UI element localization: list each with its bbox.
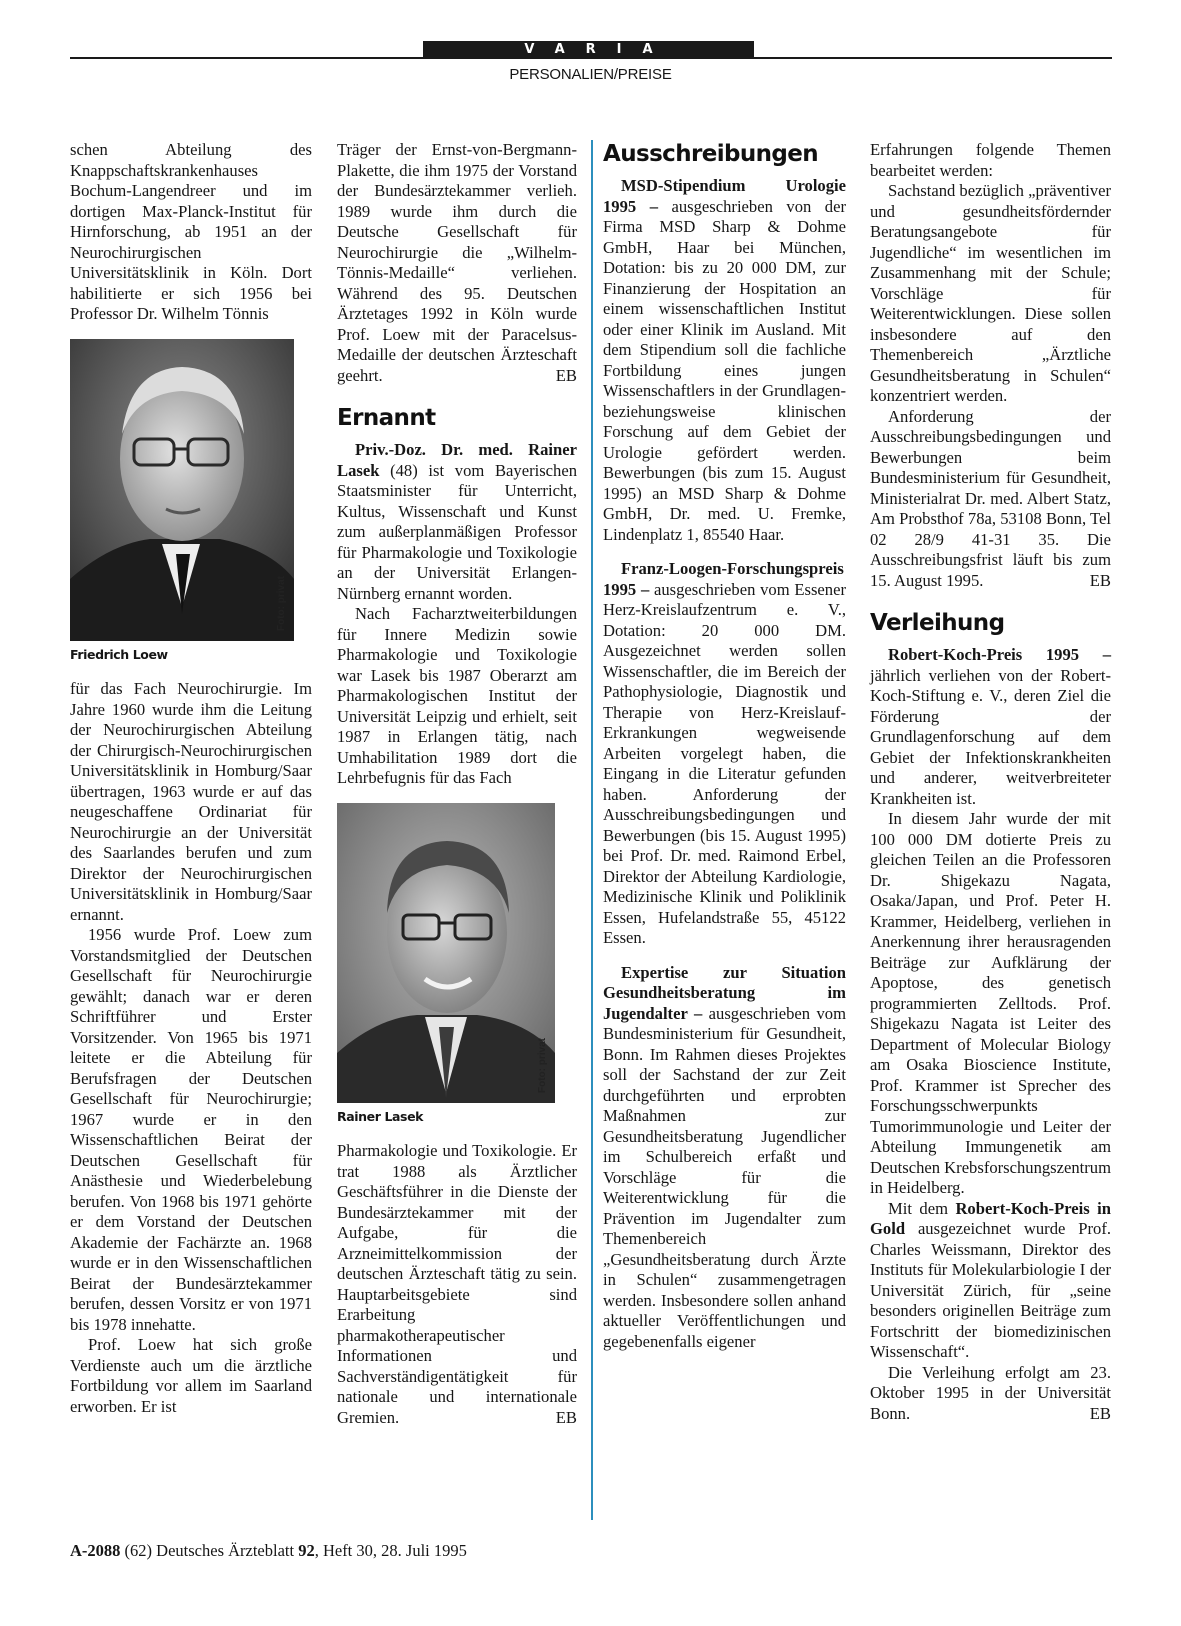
col1-paragraph-1: schen Abteilung des Knappschaftskrankenhauses Bochum-Langendreer und im dortigen Max-Planck-Institut für Hirnforschung, ab 1951 an der Neurochirurgischen Universitätsklinik in Köln. Dort habilitierte er sich 1956 bei Professor Dr. Wilhelm Tönnis <box>70 140 312 323</box>
col2-paragraph-4 <box>337 1141 577 1428</box>
author-signature: EB <box>1089 1403 1111 1423</box>
portrait-caption: Rainer Lasek <box>337 1108 424 1124</box>
header-rule <box>70 57 1112 59</box>
col2-paragraph-1 <box>337 140 577 386</box>
column-divider <box>591 140 593 1520</box>
col3-paragraph-2-lead: Franz-Loogen-Forschungspreis 1995 – <box>603 559 844 599</box>
col4-paragraph-4 <box>870 645 1111 809</box>
journal-issue: , Heft 30, 28. Juli 1995 <box>314 1541 467 1560</box>
col1-paragraph-2: für das Fach Neurochirurgie. Im Jahre 1960 wurde ihm die Leitung der Neurochirurgischen Abteilung der Chirurgisch-Neurochirurgischen Universitätsklinik in Homburg/Saar übertragen, 1963 wurde er auf das neugeschaffene Ordinariat für Neurochirurgie an der Universität des Saarlandes berufen und zum Direktor der Neurochirurgischen Universitätsklinik in Homburg/Saar ernannt. <box>70 679 312 924</box>
col3-paragraph-3-text: ausgeschrieben vom Bundesministerium für Gesundheit, Bonn. Im Rahmen dieses Projektes soll der Sachstand der zur Zeit durchgeführten und erprobten Maßnahmen zur Gesundheitsberatung Jugendlicher im Schulbereich erfaßt und Vorschläge für die Weiterentwicklung für die Prävention im Jugendalter zum Themenbereich „Gesundheitsberatung durch Ärzte in Schulen“ zusammengetragen werden. Insbesondere sollen anhand aktueller Veröffentlichungen und gegebenenfalls eigener <box>603 1003 846 1351</box>
col4-paragraph-3-text: Anforderung der Ausschreibungsbedingungen und Bewerbungen beim Bundesministerium für Gesundheit, Ministerialrat Dr. med. Albert Statz, Am Probsthof 78a, 53108 Bonn, Tel 02 28/9 41-31 35. Die Ausschreibungsfrist läuft bis zum 15. August 1995. <box>870 406 1111 590</box>
portrait-image <box>337 803 555 1103</box>
col4-paragraph-6-pre: Mit dem <box>888 1198 956 1218</box>
col1-paragraph-3: 1956 wurde Prof. Loew zum Vorstandsmitglied der Deutschen Gesellschaft für Neurochirurgie gewählt; danach war er deren Schriftführer und Erster Vorsitzender. Von 1965 bis 1971 leitete er die Abteilung für Berufsfragen der Deutschen Gesellschaft für Neurochirurgie; 1967 wurde er in den Wissenschaftlichen Beirat der Deutschen Gesellschaft für Anästhesie und Wiederbelebung berufen. Von 1968 bis 1971 gehörte er dem Vorstand der Deutschen Akademie der Fachärzte an. 1968 wurde er in den Wissenschaftlichen Beirat der Bundesärztekammer berufen, dessen Vorsitz er von 1971 bis 1978 innehatte. <box>70 925 312 1334</box>
page-number: (62) <box>124 1541 153 1560</box>
portrait-friedrich-loew-figure <box>70 339 312 641</box>
col4-paragraph-7-text: Die Verleihung erfolgt am 23. Oktober 1995 in der Universität Bonn. <box>870 1362 1111 1423</box>
photo-credit: Foto: privat <box>536 1037 548 1093</box>
paragraph-gap <box>603 949 846 963</box>
author-signature: EB <box>555 1407 577 1427</box>
col3-paragraph-1 <box>603 176 846 545</box>
col2-paragraph-4-text: Pharmakologie und Toxikologie. Er trat 1988 als Ärztlicher Geschäftsführer in die Dienste der Bundesärztekammer mit der Aufgabe, für die Arzneimittelkommission der deutschen Ärzteschaft tätig zu sein. Hauptarbeitsgebiete sind Erarbeitung pharmakotherapeutischer Informationen und Sachverständigentätigkeit für nationale und internationale Gremien. <box>337 1141 577 1427</box>
col4-paragraph-4-lead: Robert-Koch-Preis 1995 – <box>888 645 1111 664</box>
col3-paragraph-3-lead: Expertise zur Situation Gesundheitsberatung im Jugendalter – <box>603 962 846 1023</box>
journal-name: Deutsches Ärzteblatt <box>156 1541 295 1560</box>
portrait-caption: Friedrich Loew <box>70 646 168 662</box>
col2-paragraph-2-lead: Priv.-Doz. Dr. med. Rainer Lasek <box>337 440 577 480</box>
col4-paragraph-7 <box>870 1363 1111 1425</box>
col4-paragraph-4-text: jährlich verliehen von der Robert-Koch-Stiftung e. V., deren Ziel die Förderung der Grundlagenforschung auf dem Gebiet der Infektionskrankheiten und anderer, weitverbreiteter Krankheiten ist. <box>870 665 1111 808</box>
col3-paragraph-2-text: ausgeschrieben vom Essener Herz-Kreislaufzentrum e. V., Dotation: 20 000 DM. Ausgezeichnet werden sollen Wissenschaftler, die im Bereich der Pathophysiologie, Diagnostik und Therapie von Herz-Kreislauf-Erkrankungen wegweisende Arbeiten vorgelegt haben, die Eingang in die Literatur gefunden haben. Anforderung der Ausschreibungsbedingungen und Bewerbungen (bis 15. August 1995) bei Prof. Dr. med. Raimond Erbel, Direktor der Abteilung Kardiologie, Medizinische Klinik und Poliklinik Essen, Hufelandstraße 55, 45122 Essen. <box>603 579 846 947</box>
section-heading-ernannt: Ernannt <box>337 405 436 431</box>
col4-paragraph-5: In diesem Jahr wurde der mit 100 000 DM dotierte Preis zu gleichen Teilen an die Professoren Dr. Shigekazu Nagata, Osaka/Japan, und Prof. Peter H. Krammer, Heidelberg, verliehen in Anerkennung ihrer herausragenden Beiträge zur Aufklärung der Apoptose, des genetisch programmierten Zelltods. Prof. Shigekazu Nagata ist Leiter des Department of Molecular Biology am Osaka Bioscience Institute, Prof. Krammer ist Sprecher des Forschungsschwerpunkts Tumorimmunologie und Leiter der Abteilung Immungenetik am Deutschen Krebsforschungszentrum in Heidelberg. <box>870 809 1111 1197</box>
col4-paragraph-1: Erfahrungen folgende Themen bearbeitet werden: <box>870 140 1111 180</box>
col2-paragraph-3: Nach Facharztweiterbildungen für Innere Medizin sowie Pharmakologie und Toxikologie war Lasek bis 1987 Oberarzt am Pharmakologischen Institut der Universität Leipzig und erhielt, seit 1987 in Erlangen tätig, nach Umhabilitation 1989 dort die Lehrbefugnis für das Fach <box>337 604 577 787</box>
page-code: A-2088 <box>70 1541 121 1560</box>
col3-paragraph-2 <box>603 559 846 949</box>
section-subtitle: PERSONALIEN/PREISE <box>509 66 672 83</box>
col4-paragraph-6-text: ausgezeichnet wurde Prof. Charles Weissmann, Direktor des Instituts für Molekularbiologie I der Universität Zürich, für „seine besonders originellen Beiträge zum Fortschritt der biomedizinischen Wissenschaft“. <box>870 1219 1111 1361</box>
portrait-rainer-lasek-figure <box>337 803 579 1103</box>
page-footer <box>70 1541 467 1561</box>
photo-credit: Foto: privat <box>275 575 287 631</box>
journal-volume: 92 <box>298 1541 315 1560</box>
col4-paragraph-2: Sachstand bezüglich „präventiver und gesundheitsfördernder Beratungsangebote für Jugendliche“ im wesentlichen im Zusammenhang mit der Schule; Vorschläge für Weiterentwicklungen. Diese sollen insbesondere auf den Themenbereich „Ärztliche Gesundheitsberatung in Schulen“ konzentriert werden. <box>870 181 1112 405</box>
col3-paragraph-3 <box>603 963 846 1353</box>
paragraph-gap <box>603 545 846 559</box>
portrait-rainer-lasek <box>337 803 555 1103</box>
portrait-image <box>70 339 294 641</box>
col2-paragraph-2 <box>337 440 577 604</box>
author-signature: EB <box>1089 570 1111 590</box>
section-heading-ausschreibungen: Ausschreibungen <box>603 141 819 167</box>
col4-paragraph-3 <box>870 407 1111 592</box>
section-heading-verleihung: Verleihung <box>870 610 1005 636</box>
col2-paragraph-2-text: (48) ist vom Bayerischen Staatsminister für Unterricht, Kultus, Wissenschaft und Kunst zum außerplanmäßigen Professor für Pharmakologie und Toxikologie an der Universität Erlangen-Nürnberg ernannt worden. <box>337 460 577 603</box>
column-1 <box>70 140 312 1417</box>
col3-paragraph-1-lead: MSD-Stipendium Urologie 1995 – <box>603 176 846 216</box>
col4-paragraph-6-lead: Robert-Koch-Preis in Gold <box>870 1198 1111 1238</box>
author-signature: EB <box>555 365 577 385</box>
portrait-friedrich-loew <box>70 339 294 641</box>
col3-paragraph-1-text: ausgeschrieben von der Firma MSD Sharp & Dohme GmbH, Haar bei München, Dotation: bis zu 20 000 DM, zur Finanzierung der Hospitation an einem wissenschaftlichen Institut oder einer Klinik im Ausland. Mit dem Stipendium soll die fachliche Fortbildung eines jungen Wissenschaftlers in der Grundlagen- beziehungsweise klinischen Forschung auf dem Gebiet der Urologie gefördert werden. Bewerbungen (bis zum 15. August 1995) an MSD Sharp & Dohme GmbH, Dr. med. U. Fremke, Lindenplatz 1, 85540 Haar. <box>603 196 846 544</box>
col4-paragraph-6 <box>870 1199 1111 1363</box>
column-4 <box>870 140 1111 1424</box>
column-3 <box>603 140 846 1352</box>
section-banner: VARIA <box>423 41 754 58</box>
col1-paragraph-4: Prof. Loew hat sich große Verdienste auch um die ärztliche Fortbildung vor allem im Saarland erworben. Er ist <box>70 1335 312 1416</box>
col2-paragraph-1-text: Träger der Ernst-von-Bergmann-Plakette, die ihm 1975 der Vorstand der Bundesärztekammer verlieh. 1989 wurde ihm durch die Deutsche Gesellschaft für Neurochirurgie die „Wilhelm-Tönnis-Medaille“ verliehen. Während des 95. Deutschen Ärztetages 1992 in Köln wurde Prof. Loew mit der Paracelsus-Medaille der deutschen Ärzteschaft geehrt. <box>337 140 577 385</box>
column-2 <box>337 140 577 1428</box>
